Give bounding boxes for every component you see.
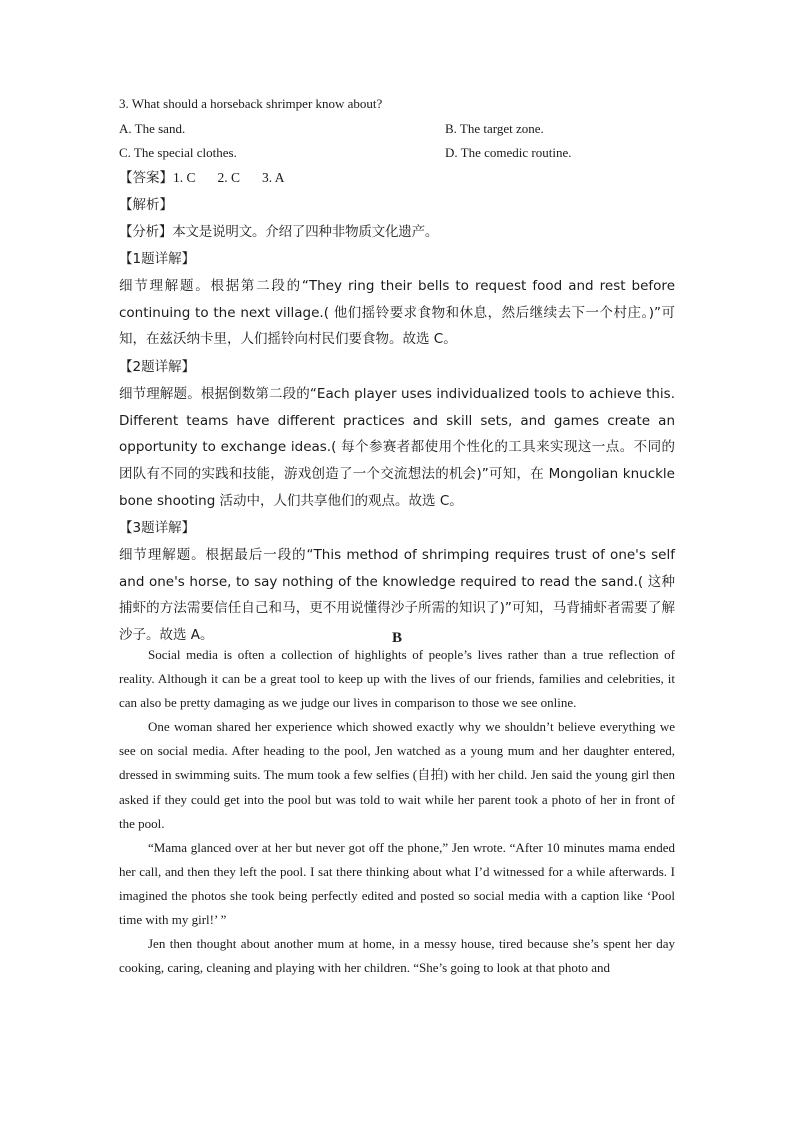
passage-paragraph: Social media is often a collection of highlights of people’s lives rather than a true reflection of reality. Although it can be a great tool to keep up with the lives of our friends, families and celebrities, it can also be pretty damaging as we judge our lives in comparison to those we see online. [119,647,675,711]
passage-paragraph: “Mama glanced over at her but never got off the phone,” Jen wrote. “After 10 minutes mama ended her call, and then they left the pool. I sat there thinking about what I’d witnessed for a while afterwards. I imagined the photos she took being perfectly edited and posted so social media with a caption like ‘Pool time with my girl!’ ” [119,839,675,928]
answer-item: 2. C [217,170,241,185]
answer-items [173,170,307,186]
passage [119,643,675,980]
passage-paragraph: Jen then thought about another mum at home, in a messy house, tired because she’s spent her day cooking, caring, cleaning and playing with her children. “She’s going to look at that photo and [119,936,675,976]
option-a: A. The sand. [119,121,186,136]
answer-line [119,165,675,192]
answer-item: 1. C [173,170,196,185]
option-d: D. The comedic routine. [445,145,572,160]
summary-text: 本文是说明文。介绍了四种非物质文化遗产。 [172,224,439,240]
q1-heading: 【1题详解】 [119,251,196,267]
q2-explanation: 细节理解题。根据倒数第二段的“Each player uses individualized tools to achieve this. Different teams have different practices and skill sets, and games create an opportunity to exchange ideas.( 每个参赛者都使用个性化的工具来实现这一点。不同的团队有不同的实践和技能，游戏创造了一个交流想法的机会)”可知，在 Mongolian knuckle bone shooting 活动中，人们共享他们的观点。故选 C。 [119,386,675,509]
option-c: C. The special clothes. [119,145,237,160]
summary-label: 【分析】 [119,224,173,240]
analysis-heading: 【解析】 [119,197,173,213]
question-3-stem: 3. What should a horseback shrimper know about? [119,96,383,111]
q3-heading: 【3题详解】 [119,520,196,536]
q2-heading: 【2题详解】 [119,359,196,375]
section-title: B [391,630,402,646]
passage-paragraph: One woman shared her experience which showed exactly why we shouldn’t believe everything we see on social media. After heading to the pool, Jen watched as a young mum and her daughter entered, dressed in swimming suits. The mum took a few selfies (自拍) with her child. Jen said the young girl then asked if they could get into the pool but was told to wait while her parent took a photo of her in front of the pool. [119,719,675,831]
option-b: B. The target zone. [445,121,544,136]
answer-label: 【答案】 [119,170,173,186]
answer-item: 3. A [262,170,285,185]
q1-explanation: 细节理解题。根据第二段的“They ring their bells to request food and rest before continuing to the next village.( 他们摇铃要求食物和休息，然后继续去下一个村庄。)”可知，在兹沃纳卡里，人们摇铃向村民们要食物。故选 C。 [119,278,675,348]
q3-explanation: 细节理解题。根据最后一段的“This method of shrimping requires trust of one's self and one's horse, to say nothing of the knowledge required to read the sand.( 这种捕虾的方法需要信任自己和马，更不用说懂得沙子所需的知识了)”可知，马背捕虾者需要了解沙子。故选 A。 [119,547,675,644]
summary-line [119,219,675,246]
